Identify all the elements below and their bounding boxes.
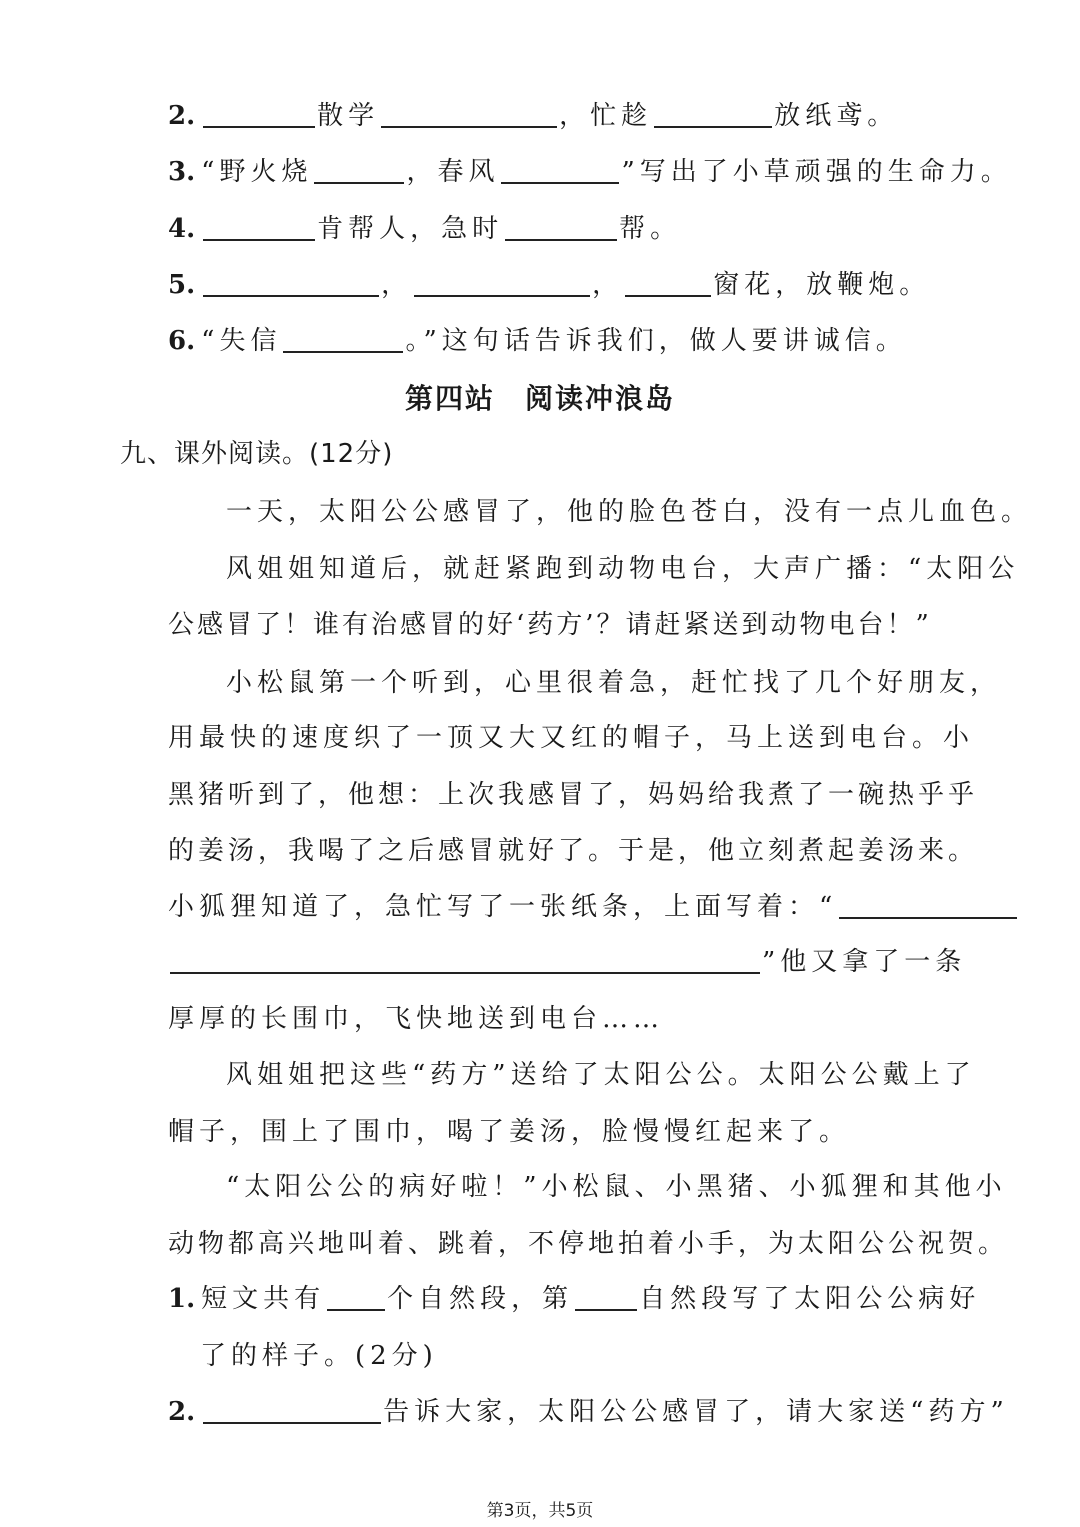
passage-line: ”他又拿了一条 <box>168 942 966 982</box>
passage-line: 小松鼠第一个听到，心里很着急，赶忙找了几个好朋友， <box>226 668 1002 698</box>
answer-blank[interactable] <box>203 209 315 241</box>
answer-blank[interactable] <box>625 265 711 297</box>
fill-item-6: 6. “失信 。”这句话告诉我们，做人要讲诚信。 <box>168 321 907 361</box>
passage-line: 小狐狸知道了，急忙写了一张纸条，上面写着：“ <box>168 887 1019 927</box>
passage-line: 一天，太阳公公感冒了，他的脸色苍白，没有一点儿血色。 <box>226 497 1033 527</box>
answer-blank[interactable] <box>203 265 379 297</box>
question-1-continued: 了的样子。(2分) <box>200 1341 438 1371</box>
passage-line: 的姜汤，我喝了之后感冒就好了。于是，他立刻煮起姜汤来。 <box>168 836 979 866</box>
item-number: 4. <box>168 214 196 244</box>
fill-item-4: 4. 肯帮人，急时 帮。 <box>168 209 681 249</box>
section-title: 九、课外阅读。(12分) <box>120 439 394 469</box>
answer-blank[interactable] <box>381 96 557 128</box>
answer-blank[interactable] <box>314 152 404 184</box>
item-number: 6. <box>168 326 196 356</box>
fill-item-5: 5. ， ， 窗花，放鞭炮。 <box>168 265 930 305</box>
passage-line: 动物都高兴地叫着、跳着，不停地拍着小手，为太阳公公祝贺。 <box>168 1229 1009 1259</box>
answer-blank[interactable] <box>170 942 760 974</box>
item-number: 3. <box>168 157 196 187</box>
answer-blank[interactable] <box>414 265 590 297</box>
question-2: 2. 告诉大家，太阳公公感冒了，请大家送“药方” <box>168 1392 1009 1432</box>
item-number: 1. <box>168 1284 196 1314</box>
item-number: 5. <box>168 270 196 300</box>
answer-blank[interactable] <box>203 96 315 128</box>
passage-line: 风姐姐知道后，就赶紧跑到动物电台，大声广播：“太阳公 <box>226 554 1020 584</box>
answer-blank[interactable] <box>505 209 617 241</box>
station-title: 第四站 阅读冲浪岛 <box>404 382 675 415</box>
item-number: 2. <box>168 101 196 131</box>
passage-line: 黑猪听到了，他想：上次我感冒了，妈妈给我煮了一碗热乎乎 <box>168 780 979 810</box>
fill-item-3: 3. “野火烧 ，春风 ”写出了小草顽强的生命力。 <box>168 152 1012 192</box>
fill-item-2: 2. 散学 ，忙趁 放纸鸢。 <box>168 96 898 136</box>
answer-blank[interactable] <box>839 887 1017 919</box>
item-number: 2. <box>168 1397 196 1427</box>
passage-line: 用最快的速度织了一顶又大又红的帽子，马上送到电台。小 <box>168 723 975 753</box>
passage-line: 帽子，围上了围巾，喝了姜汤，脸慢慢红起来了。 <box>168 1117 851 1147</box>
question-1: 1. 短文共有 个自然段，第 自然段写了太阳公公病好 <box>168 1279 980 1319</box>
answer-blank[interactable] <box>654 96 772 128</box>
answer-blank[interactable] <box>203 1392 381 1424</box>
passage-line: “太阳公公的病好啦！”小松鼠、小黑猪、小狐狸和其他小 <box>226 1172 1007 1202</box>
answer-blank[interactable] <box>327 1279 385 1311</box>
page-footer: 第3页，共5页 <box>486 1501 594 1521</box>
passage-line: 风姐姐把这些“药方”送给了太阳公公。太阳公公戴上了 <box>226 1060 976 1090</box>
passage-line: 厚厚的长围巾，飞快地送到电台…… <box>168 1004 665 1034</box>
answer-blank[interactable] <box>283 321 403 353</box>
answer-blank[interactable] <box>501 152 619 184</box>
answer-blank[interactable] <box>575 1279 637 1311</box>
passage-line: 公感冒了！谁有治感冒的好‘药方’？请赶紧送到动物电台！” <box>168 610 932 640</box>
